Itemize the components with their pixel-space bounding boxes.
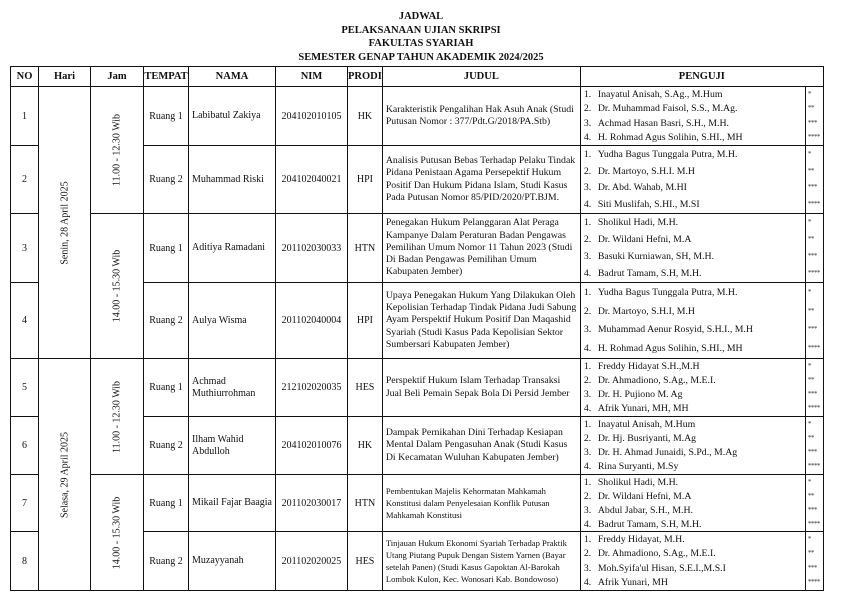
penguji-item: [581, 250, 805, 263]
penguji-mark: **: [807, 235, 814, 243]
penguji-number: 4.: [583, 268, 592, 279]
cell-marks: [805, 475, 823, 532]
penguji-mark: ****: [807, 519, 820, 528]
penguji-name: H. Rohmad Agus Solihin, S.HI., MH: [597, 343, 743, 355]
cell-judul: Perspektif Hukum Islam Terhadap Transaksi Jual Beli Pemain Sepak Bola Di Persid Jember: [382, 359, 580, 417]
cell-penguji: [580, 146, 805, 214]
title-line-3: FAKULTAS SYARIAH: [368, 38, 474, 49]
penguji-number: 2.: [583, 165, 592, 177]
penguji-name: Inayatul Anisah, M.Hum: [597, 418, 696, 430]
cell-prodi: HES: [348, 532, 383, 591]
cell-prodi: HTN: [348, 214, 383, 283]
penguji-name: Dr. Abd. Wahab, M.HI: [597, 182, 687, 194]
penguji-mark: *: [807, 218, 811, 226]
penguji-item: [581, 418, 805, 431]
penguji-item: [581, 460, 805, 473]
penguji-mark: ***: [807, 118, 817, 127]
cell-no: 2: [11, 146, 39, 214]
cell-no: 8: [11, 532, 39, 591]
col-header-tempat: TEMPAT: [144, 67, 189, 87]
penguji-mark: ****: [807, 133, 820, 142]
cell-penguji: [580, 283, 805, 359]
col-header-judul: JUDUL: [382, 67, 580, 87]
penguji-item: [581, 432, 805, 445]
cell-prodi: HTN: [348, 475, 383, 532]
cell-nim: 201102030017: [276, 475, 348, 532]
penguji-name: H. Rohmad Agus Solihin, S.HI., MH: [597, 132, 743, 144]
cell-prodi: HES: [348, 359, 383, 417]
penguji-name: Freddy Hidayat, M.H.: [597, 533, 685, 545]
cell-nim: 201102030033: [276, 214, 348, 283]
cell-nama: Aulya Wisma: [189, 283, 276, 359]
penguji-item: [581, 388, 805, 401]
penguji-item: [581, 88, 805, 101]
cell-nim: 204102010076: [276, 417, 348, 475]
cell-nama: Achmad Muthiurrohman: [189, 359, 276, 417]
cell-penguji: [580, 475, 805, 532]
cell-penguji: [580, 532, 805, 591]
penguji-mark: **: [807, 104, 814, 113]
cell-judul: Penegakan Hukum Pelanggaran Alat Peraga Kampanye Dalam Peraturan Badan Pengawas Pemilihan Umum Nomor 11 Tahun 2023 (Studi Di Badan Pengawas Pemilihan Umum Kabupaten Jember): [382, 214, 580, 283]
cell-no: 5: [11, 359, 39, 417]
penguji-name: Abdul Jabar, S.H., M.H.: [597, 504, 693, 516]
cell-tempat: Ruang 1: [144, 475, 189, 532]
day-label: Senin, 28 April 2025: [59, 180, 70, 265]
penguji-mark: *: [807, 477, 811, 486]
day-label: Selasa, 29 April 2025: [59, 431, 70, 518]
penguji-mark: ****: [807, 578, 820, 587]
penguji-item: [581, 547, 805, 560]
penguji-number: 3.: [583, 182, 592, 194]
penguji-name: Yudha Bagus Tunggala Putra, M.H.: [597, 148, 738, 160]
cell-nama: Aditiya Ramadani: [189, 214, 276, 283]
cell-marks: [805, 283, 823, 359]
penguji-item: [581, 518, 805, 531]
cell-tempat: Ruang 2: [144, 146, 189, 214]
penguji-name: Dr. Wildani Hefni, M.A: [597, 490, 692, 502]
table-row: [11, 87, 824, 146]
table-row: [11, 359, 824, 417]
penguji-number: 2.: [583, 548, 592, 560]
penguji-number: 3.: [583, 504, 592, 516]
title-line-1: JADWAL: [398, 11, 444, 22]
cell-marks: [805, 417, 823, 475]
penguji-mark: ***: [807, 390, 817, 399]
penguji-mark: *: [807, 534, 811, 543]
penguji-item: [581, 286, 805, 299]
penguji-name: Sholikul Hadi, M.H.: [597, 217, 679, 228]
penguji-name: Basuki Kurniawan, SH, M.H.: [597, 251, 715, 262]
penguji-name: Badrut Tamam, S.H, M.H.: [597, 268, 702, 279]
penguji-mark: **: [807, 549, 814, 558]
penguji-mark: ****: [807, 344, 820, 353]
cell-nim: 204102010105: [276, 87, 348, 146]
penguji-mark: **: [807, 306, 814, 315]
penguji-item: [581, 576, 805, 589]
cell-nim: 201102040004: [276, 283, 348, 359]
time-slot-label: 14.00 - 15.30 Wib: [111, 496, 123, 569]
penguji-number: 2.: [583, 432, 592, 444]
table-row: [11, 214, 824, 283]
col-header-no: NO: [11, 67, 39, 87]
cell-hari: [39, 87, 91, 359]
cell-nama: Muhammad Riski: [189, 146, 276, 214]
time-slot-label: 11.00 - 12.30 Wib: [111, 113, 123, 187]
penguji-number: 4.: [583, 461, 592, 473]
penguji-number: 2.: [583, 234, 592, 245]
cell-nama: Ilham Wahid Abdulloh: [189, 417, 276, 475]
penguji-mark: ***: [807, 448, 817, 457]
penguji-name: Sholikul Hadi, M.H.: [597, 476, 679, 488]
schedule-table: [10, 66, 824, 591]
title-line-2: PELAKSANAAN UJIAN SKRIPSI: [341, 24, 501, 36]
penguji-item: [581, 476, 805, 489]
cell-hari: [39, 359, 91, 591]
cell-nim: 204102040021: [276, 146, 348, 214]
penguji-number: 2.: [583, 490, 592, 502]
penguji-item: [581, 402, 805, 415]
cell-tempat: Ruang 2: [144, 417, 189, 475]
col-header-prodi: PRODI: [348, 67, 383, 87]
col-header-nim: NIM: [276, 67, 348, 87]
penguji-mark: *: [807, 419, 811, 428]
penguji-number: 1.: [583, 418, 592, 430]
penguji-name: Freddy Hidayat S.H.,M.H: [597, 360, 700, 372]
penguji-name: Rina Suryanti, M.Sy: [597, 461, 679, 473]
cell-penguji: [580, 359, 805, 417]
penguji-number: 2.: [583, 305, 592, 317]
cell-jam: [91, 87, 144, 214]
penguji-item: [581, 562, 805, 575]
cell-tempat: Ruang 2: [144, 532, 189, 591]
penguji-item: [581, 342, 805, 355]
col-header-hari: Hari: [39, 67, 91, 87]
cell-nama: Mikail Fajar Baagia: [189, 475, 276, 532]
penguji-item: [581, 198, 805, 211]
document-title: [0, 10, 842, 64]
cell-tempat: Ruang 1: [144, 87, 189, 146]
cell-penguji: [580, 214, 805, 283]
penguji-mark: ***: [807, 505, 817, 514]
cell-jam: [91, 359, 144, 475]
penguji-name: Dr. Hj. Busriyanti, M.Ag: [597, 432, 697, 444]
penguji-number: 3.: [583, 562, 592, 574]
penguji-mark: ****: [807, 404, 820, 413]
penguji-item: [581, 305, 805, 318]
penguji-item: [581, 490, 805, 503]
penguji-number: 1.: [583, 88, 592, 100]
penguji-mark: ***: [807, 563, 817, 572]
penguji-mark: **: [807, 375, 814, 384]
penguji-number: 3.: [583, 389, 592, 401]
penguji-number: 4.: [583, 403, 592, 415]
penguji-item: [581, 148, 805, 161]
penguji-name: Siti Muslifah, S.HI., M.SI: [597, 199, 700, 211]
table-header-row: [11, 67, 824, 87]
cell-no: 4: [11, 283, 39, 359]
penguji-number: 4.: [583, 343, 592, 355]
penguji-number: 1.: [583, 360, 592, 372]
penguji-name: Dr. Muhammad Faisol, S.S., M.Ag.: [597, 103, 738, 115]
cell-no: 3: [11, 214, 39, 283]
penguji-item: [581, 165, 805, 178]
cell-marks: [805, 214, 823, 283]
penguji-item: [581, 216, 805, 229]
col-header-penguji: PENGUJI: [580, 67, 823, 87]
col-header-jam: Jam: [91, 67, 144, 87]
penguji-name: Afrik Yunari, MH: [597, 577, 668, 589]
time-slot-label: 11.00 - 12.30 Wib: [111, 380, 123, 453]
penguji-name: Muhammad Aenur Rosyid, S.H.I., M.H: [597, 324, 753, 336]
penguji-number: 2.: [583, 103, 592, 115]
cell-no: 6: [11, 417, 39, 475]
penguji-name: Badrut Tamam, S.H, M.H.: [597, 518, 702, 530]
penguji-mark: ****: [807, 269, 820, 277]
cell-judul: Analisis Putusan Bebas Terhadap Pelaku Tindak Pidana Penistaan Agama Persepektif Hukum Positif Dan Hukum Pidana Islam, Studi Kasus Pada Putusan Nomor 85/PID/2020/PT.BJM.: [382, 146, 580, 214]
cell-tempat: Ruang 2: [144, 283, 189, 359]
penguji-item: [581, 267, 805, 280]
title-line-4: SEMESTER GENAP TAHUN AKADEMIK 2024/2025: [298, 51, 544, 63]
penguji-name: Dr. Wildani Hefni, M.A: [597, 234, 692, 245]
cell-judul: Upaya Penegakan Hukum Yang Dilakukan Oleh Kepolisian Terhadap Tindak Pidana Judi Sabung Ayam Perspektif Hukum Positif Dan Maqashid Syariah (Studi Kasus Pada Kepolisian Sektor Sumbersari Kabupaten Jember): [382, 283, 580, 359]
penguji-mark: **: [807, 491, 814, 500]
penguji-mark: **: [807, 166, 814, 175]
penguji-name: Achmad Hasan Basri, S.H., M.H.: [597, 117, 729, 129]
penguji-number: 1.: [583, 148, 592, 160]
penguji-number: 2.: [583, 374, 592, 386]
cell-nim: 201102020025: [276, 532, 348, 591]
penguji-number: 1.: [583, 217, 592, 228]
penguji-number: 4.: [583, 199, 592, 211]
cell-prodi: HPI: [348, 283, 383, 359]
cell-no: 1: [11, 87, 39, 146]
penguji-item: [581, 102, 805, 115]
penguji-item: [581, 181, 805, 194]
penguji-mark: ***: [807, 252, 817, 260]
penguji-name: Dr. Ahmadiono, S.Ag., M.E.I.: [597, 374, 716, 386]
penguji-mark: ****: [807, 462, 820, 471]
cell-marks: [805, 359, 823, 417]
penguji-mark: **: [807, 433, 814, 442]
cell-judul: Pembentukan Majelis Kehormatan Mahkamah Konstitusi dalam Penyelesaian Konflik Putusan Mahkamah Konstitusi: [382, 475, 580, 532]
penguji-item: [581, 117, 805, 130]
penguji-name: Moh.Syifa'ul Hisan, S.E.I.,M.S.I: [597, 562, 726, 574]
penguji-name: Inayatul Anisah, S.Ag., M.Hum: [597, 88, 723, 100]
penguji-mark: *: [807, 149, 811, 158]
cell-prodi: HK: [348, 87, 383, 146]
penguji-name: Dr. Ahmadiono, S.Ag., M.E.I.: [597, 548, 716, 560]
penguji-number: 3.: [583, 117, 592, 129]
cell-no: 7: [11, 475, 39, 532]
cell-penguji: [580, 87, 805, 146]
penguji-number: 3.: [583, 447, 592, 459]
penguji-mark: *: [807, 361, 811, 370]
cell-nama: Muzayyanah: [189, 532, 276, 591]
cell-marks: [805, 532, 823, 591]
penguji-mark: ***: [807, 325, 817, 334]
cell-marks: [805, 87, 823, 146]
penguji-number: 1.: [583, 476, 592, 488]
penguji-name: Yudha Bagus Tunggala Putra, M.H.: [597, 286, 738, 298]
penguji-item: [581, 504, 805, 517]
penguji-name: Dr. Martoyo, S.H.I, M.H: [597, 305, 695, 317]
cell-jam: [91, 475, 144, 591]
penguji-number: 4.: [583, 518, 592, 530]
penguji-number: 3.: [583, 251, 592, 262]
penguji-number: 1.: [583, 286, 592, 298]
penguji-name: Dr. H. Pujiono M. Ag: [597, 389, 683, 401]
penguji-item: [581, 233, 805, 246]
penguji-name: Dr. H. Ahmad Junaidi, S.Pd., M.Ag: [597, 447, 738, 459]
penguji-name: Dr. Martoyo, S.H.I. M.H: [597, 165, 695, 177]
penguji-mark: ***: [807, 183, 817, 192]
penguji-item: [581, 360, 805, 373]
cell-prodi: HK: [348, 417, 383, 475]
cell-tempat: Ruang 1: [144, 359, 189, 417]
penguji-number: 1.: [583, 533, 592, 545]
penguji-number: 3.: [583, 324, 592, 336]
cell-jam: [91, 214, 144, 359]
time-slot-label: 14.00 - 15.30 Wib: [111, 249, 123, 323]
cell-judul: Karakteristik Pengalihan Hak Asuh Anak (Studi Putusan Nomor : 377/Pdt.G/2018/PA.Stb): [382, 87, 580, 146]
cell-prodi: HPI: [348, 146, 383, 214]
cell-nama: Labibatul Zakiya: [189, 87, 276, 146]
penguji-name: Afrik Yunari, MH, MH: [597, 403, 689, 415]
penguji-item: [581, 323, 805, 336]
penguji-number: 4.: [583, 577, 592, 589]
penguji-mark: ****: [807, 200, 820, 209]
cell-judul: Tinjauan Hukum Ekonomi Syariah Terhadap Praktik Utang Piutang Pupuk Dengan Sistem Yarnen (Bayar setelah Panen) (Studi Kasus Gapoktan Al-Barokah Lombok Kulon, Kec. Wonosari Kab. Bondowoso): [382, 532, 580, 591]
cell-judul: Dampak Pernikahan Dini Terhadap Kesiapan Mental Dalam Pengasuhan Anak (Studi Kasus Di Kecamatan Wuluhan Kabupaten Jember): [382, 417, 580, 475]
penguji-item: [581, 446, 805, 459]
table-row: [11, 475, 824, 532]
cell-marks: [805, 146, 823, 214]
penguji-item: [581, 533, 805, 546]
penguji-mark: *: [807, 89, 811, 98]
cell-nim: 212102020035: [276, 359, 348, 417]
penguji-mark: *: [807, 287, 811, 296]
penguji-item: [581, 374, 805, 387]
cell-tempat: Ruang 1: [144, 214, 189, 283]
penguji-number: 4.: [583, 132, 592, 144]
penguji-item: [581, 131, 805, 144]
cell-penguji: [580, 417, 805, 475]
col-header-nama: NAMA: [189, 67, 276, 87]
